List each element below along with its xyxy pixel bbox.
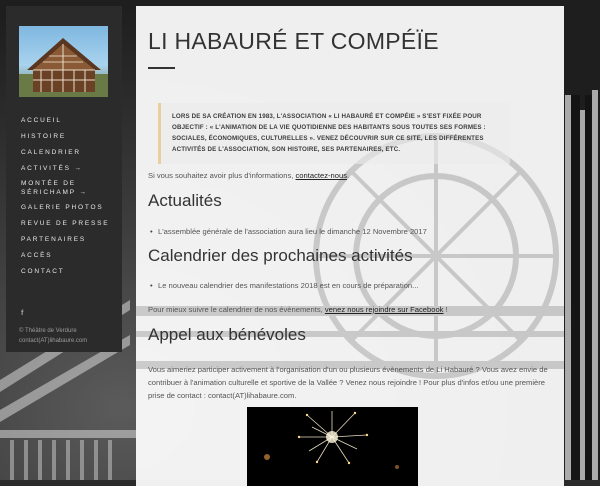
- sidebar: [6, 6, 122, 352]
- nav-item-revue-de-presse[interactable]: REVUE DE PRESSE: [21, 220, 110, 227]
- contact-link[interactable]: contactez-nous: [295, 171, 347, 180]
- more-info-prefix: Si vous souhaitez avoir plus d'informations,: [148, 171, 296, 180]
- main-content: [136, 6, 564, 486]
- follow-suffix: !: [443, 305, 448, 314]
- site-logo-image[interactable]: [19, 26, 108, 97]
- title-divider: [148, 67, 175, 69]
- intro-quote: LORS DE SA CRÉATION EN 1983, L'ASSOCIATION « LI HABAURÉ ET COMPÉIE » S'EST FIXÉE POUR OBJECTIF : « L'ANIMATION DE LA VIE QUOTIDIENNE DES HABITANTS SOUS TOUTES SES FORMES : SOCIALES, ÉCONOMIQUES, CULTURELLES ». VENEZ DÉCOUVRIR SUR CE SITE, LES DIFFÉRENTES ACTIVITÉS DE L'ASSOCIATION, SON HISTOIRE, SES PARTENAIRES, ETC.: [158, 103, 510, 164]
- credit-email: contact(AT)lihabaure.com: [19, 338, 88, 344]
- nav-item-activites[interactable]: ACTIVITÉS →: [21, 165, 83, 172]
- volunteer-heading: Appel aux bénévoles: [148, 325, 306, 344]
- follow-prefix: Pour mieux suivre le calendrier de nos évènements,: [148, 305, 325, 314]
- volunteer-paragraph: Vous aimeriez participer activement à l'organisation d'un ou plusieurs évènements de Li Habauré ? Vous avez envie de contribuer à l'animation culturelle et sportive de la Vallée ? Venez nous rejoindre ! Pour plus d'infos et/ou une première prise de contact : contact(AT)lihabaure.com.: [148, 365, 548, 400]
- nav-item-partenaires[interactable]: PARTENAIRES: [21, 236, 87, 243]
- nav-item-histoire[interactable]: HISTOIRE: [21, 133, 66, 140]
- main-nav: [21, 113, 109, 280]
- nav-item-galerie-photos[interactable]: GALERIE PHOTOS: [21, 204, 104, 211]
- news-list-item: • L'assemblée générale de l'association aura lieu le dimanche 12 Novembre 2017: [158, 227, 427, 236]
- footer-credit: [19, 326, 87, 346]
- facebook-link[interactable]: venez nous rejoindre sur Facebook: [324, 305, 444, 314]
- more-info-line: [148, 171, 349, 180]
- nav-item-accueil[interactable]: ACCUEIL: [21, 117, 62, 124]
- fireworks-photo: [247, 407, 418, 486]
- follow-line: [148, 305, 448, 314]
- page-title: LI HABAURÉ ET COMPÉÏE: [148, 28, 439, 54]
- nav-item-acces[interactable]: ACCÈS: [21, 252, 53, 259]
- more-info-suffix: .: [347, 171, 350, 180]
- nav-item-calendrier[interactable]: CALENDRIER: [21, 149, 81, 156]
- credit-copyright: © Théâtre de Verdure: [19, 328, 77, 334]
- calendar-list-item: • Le nouveau calendrier des manifestations 2018 est en cours de préparation...: [158, 281, 418, 290]
- calendar-heading: Calendrier des prochaines activités: [148, 246, 413, 265]
- nav-item-montee-de-serichamp[interactable]: MONTÉE DE SÉRICHAMP →: [21, 180, 88, 196]
- news-heading: Actualités: [148, 191, 222, 210]
- nav-item-contact[interactable]: CONTACT: [21, 268, 65, 275]
- facebook-icon[interactable]: f: [21, 310, 24, 317]
